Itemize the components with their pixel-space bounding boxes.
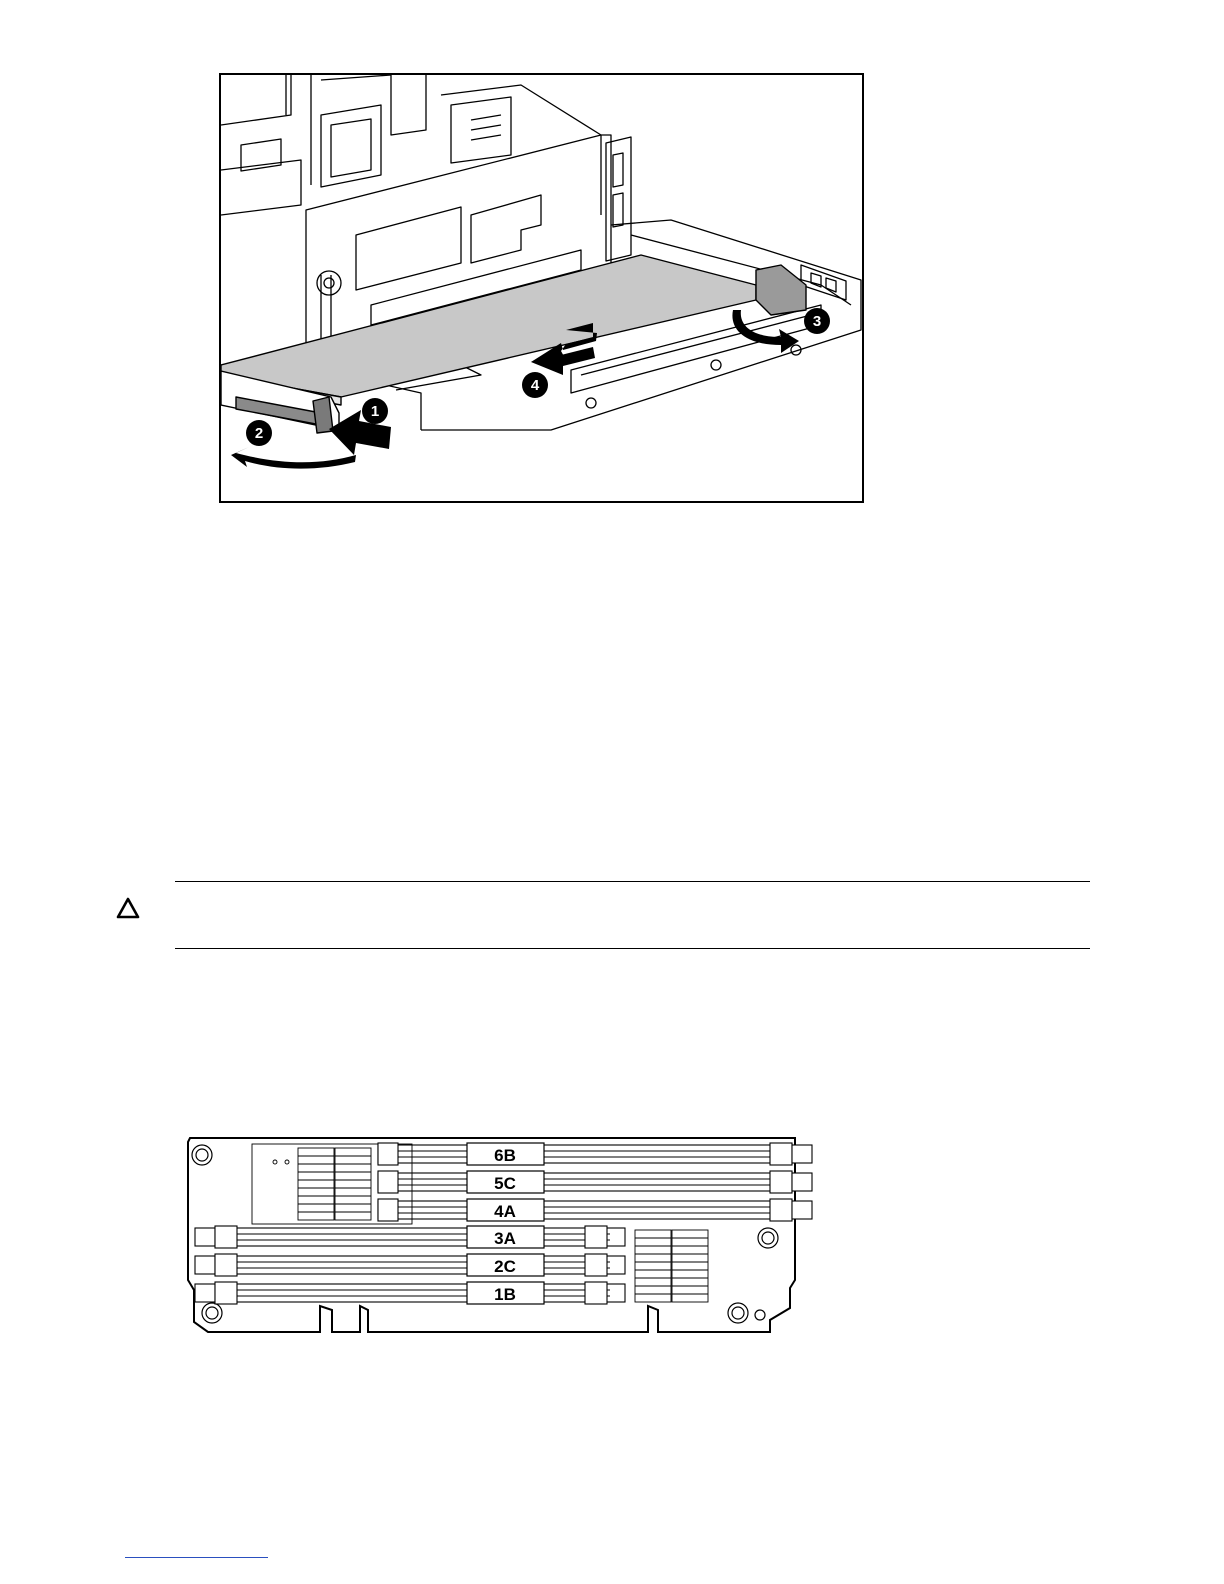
slot-6b-label: 6B xyxy=(494,1146,516,1165)
footer-link-underline[interactable] xyxy=(125,1557,268,1558)
slot-2c-label: 2C xyxy=(494,1257,516,1276)
slot-3a-label: 3A xyxy=(494,1229,516,1248)
caution-bottom-rule xyxy=(175,948,1090,949)
expansion-board-removal-illustration xyxy=(219,73,864,503)
caution-triangle-icon xyxy=(116,897,140,919)
slot-1b-label: 1B xyxy=(494,1285,516,1304)
memory-board-slot-diagram xyxy=(180,1130,820,1340)
caution-block xyxy=(110,878,1090,954)
callout-2-label: 2 xyxy=(254,425,264,442)
caution-top-rule xyxy=(175,881,1090,882)
callout-3-label: 3 xyxy=(812,313,822,330)
slot-5c-label: 5C xyxy=(494,1174,516,1193)
slot-4a-label: 4A xyxy=(494,1202,516,1221)
callout-4-label: 4 xyxy=(530,377,540,394)
callout-1-label: 1 xyxy=(370,403,380,420)
